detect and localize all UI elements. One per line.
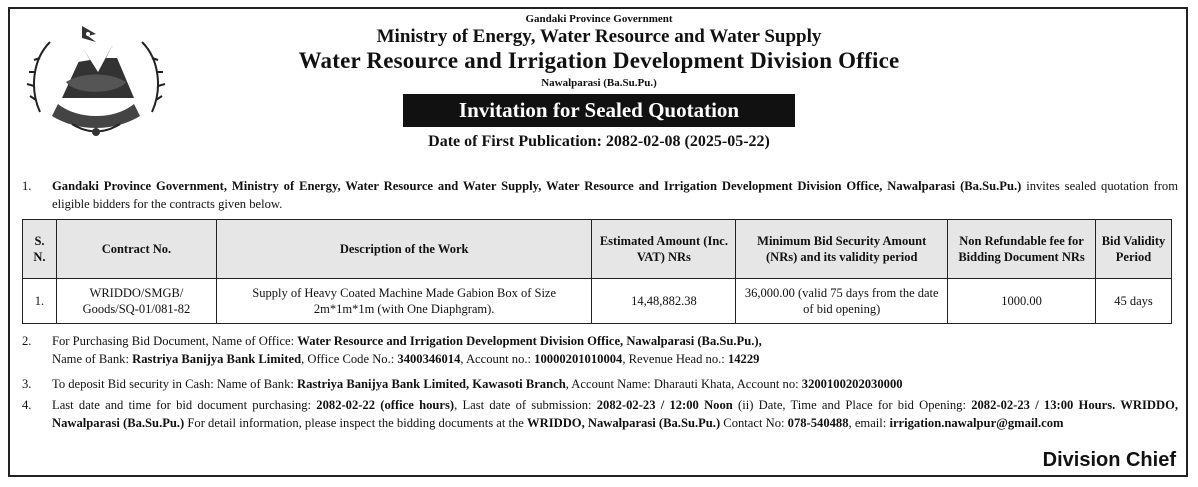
cell-bid-security: 36,000.00 (valid 75 days from the date of bid opening) [736,279,948,324]
contract-table [22,219,1172,324]
col-document-fee: Non Refundable fee for Bidding Document NRs [948,220,1096,279]
cell-description: Supply of Heavy Coated Machine Made Gabion Box of Size 2m*1m*1m (with One Diaphgram). [216,279,592,324]
col-estimated-amount: Estimated Amount (Inc. VAT) NRs [592,220,736,279]
cell-validity: 45 days [1095,279,1171,324]
clause-2: 2. For Purchasing Bid Document, Name of Office: Water Resource and Irrigation Development Division Office, Nawalparasi (Ba.Su.Pu.), Name of Bank: Rastriya Banijya Bank Limited, Office Code No.: 3400346014, Account no.: 10000201010004, Revenue Head no.: 14229 [22,334,762,366]
signature-title: Division Chief [1042,449,1176,471]
cell-sn: 1. [23,279,57,324]
office-name: Water Resource and Irrigation Development Division Office [298,48,900,73]
notice-title: Invitation for Sealed Quotation [403,94,795,127]
clause-3: 3. To deposit Bid security in Cash: Name of Bank: Rastriya Banijya Bank Limited, Kawasoti Branch, Account Name: Dharauti Khata, Account no: 3200100202030000 [22,377,903,391]
table-row [23,279,1172,324]
publication-date: Date of First Publication: 2082-02-08 (2025-05-22) [428,133,770,150]
cell-estimated-amount: 14,48,882.38 [592,279,736,324]
government-name: Gandaki Province Government [525,13,673,25]
clause-1: 1. Gandaki Province Government, Ministry of Energy, Water Resource and Water Supply, Water Resource and Irrigation Development Division Office, Nawalparasi (Ba.Su.Pu.) invites sealed quotation from eligible bidders for the contracts given below. [22,179,1178,211]
col-contract-no: Contract No. [56,220,216,279]
notice-header [0,12,1198,151]
office-location: Nawalparasi (Ba.Su.Pu.) [541,77,657,89]
clause-4: 4. Last date and time for bid document purchasing: 2082-02-22 (office hours), Last date of submission: 2082-02-23 / 12:00 Noon (ii) Date, Time and Place for bid Opening: 2082-02-23 / 13:00 Hours. WRIDDO, Nawalparasi (Ba.Su.Pu.) For detail information, please inspect the bidding documents at the WRIDDO, Nawalparasi (Ba.Su.Pu.) Contact No: 078-540488, email: irrigation.nawalpur@gmail.com [22,398,1179,430]
table-header-row [23,220,1172,279]
col-bid-security: Minimum Bid Security Amount (NRs) and its validity period [736,220,948,279]
cell-contract-no: WRIDDO/SMGB/ Goods/SQ-01/081-82 [56,279,216,324]
col-sn: S. N. [23,220,57,279]
col-validity: Bid Validity Period [1095,220,1171,279]
cell-document-fee: 1000.00 [948,279,1096,324]
ministry-name: Ministry of Energy, Water Resource and Water Supply [376,26,822,47]
col-description: Description of the Work [216,220,592,279]
